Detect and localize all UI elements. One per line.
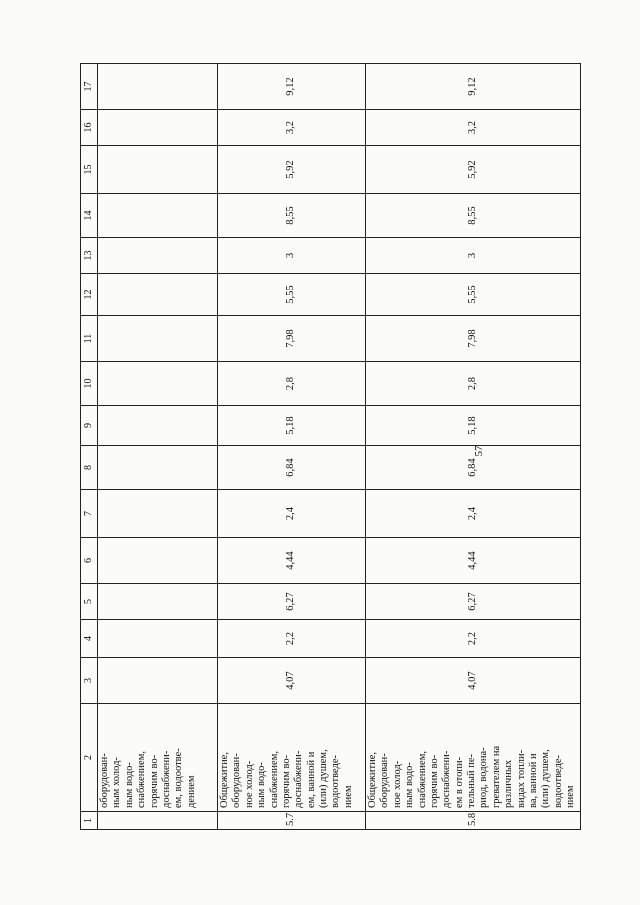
header-cell: 1 xyxy=(81,812,98,830)
value-cell xyxy=(98,584,218,620)
tariff-table xyxy=(80,63,581,830)
value-cell: 5,92 xyxy=(366,146,581,194)
description-line: ным водо- xyxy=(404,762,416,808)
description-line: ем в отопи- xyxy=(453,756,465,808)
description-line: ное холод- xyxy=(243,760,255,808)
description-line: нием xyxy=(565,785,576,808)
value-cell: 7,98 xyxy=(218,316,366,362)
value-cell: 6,84 xyxy=(366,446,581,490)
value-cell xyxy=(98,146,218,194)
description-line: оборудован- xyxy=(99,753,110,808)
description-line: доснабжени- xyxy=(441,750,453,808)
description-line: снабжением, xyxy=(136,751,148,808)
value-cell: 3,2 xyxy=(366,110,581,146)
value-cell: 7,98 xyxy=(366,316,581,362)
value-cell xyxy=(98,110,218,146)
value-cell: 8,55 xyxy=(218,194,366,238)
value-cell xyxy=(98,194,218,238)
header-row xyxy=(81,64,98,830)
description-line: оборудован- xyxy=(231,753,243,808)
header-cell: 13 xyxy=(81,238,98,274)
table-row xyxy=(366,64,581,830)
description-line: различных xyxy=(503,759,515,808)
header-cell: 6 xyxy=(81,538,98,584)
header-cell: 8 xyxy=(81,446,98,490)
description-line: доснабжени- xyxy=(160,750,172,808)
value-cell: 2,2 xyxy=(218,620,366,658)
value-cell xyxy=(98,538,218,584)
description-line: дением xyxy=(185,775,197,808)
value-cell: 6,27 xyxy=(366,584,581,620)
header-cell: 14 xyxy=(81,194,98,238)
description-line: ным водо- xyxy=(123,762,135,808)
description-cell xyxy=(98,704,218,812)
header-cell: 11 xyxy=(81,316,98,362)
description-line: горячим во- xyxy=(428,754,440,808)
value-cell: 4,07 xyxy=(366,658,581,704)
header-cell: 9 xyxy=(81,406,98,446)
description-line: ным холод- xyxy=(111,757,123,808)
description-line: ным водо- xyxy=(256,762,268,808)
value-cell xyxy=(98,316,218,362)
description-line: Общежитие, xyxy=(367,751,378,808)
header-cell: 4 xyxy=(81,620,98,658)
description-line: оборудован- xyxy=(379,753,391,808)
description-cell xyxy=(366,704,581,812)
value-cell xyxy=(98,238,218,274)
value-cell: 6,27 xyxy=(218,584,366,620)
description-cell xyxy=(218,704,366,812)
value-cell: 6,84 xyxy=(218,446,366,490)
value-cell: 9,12 xyxy=(218,64,366,110)
header-cell: 16 xyxy=(81,110,98,146)
description-line: видах топли- xyxy=(515,749,527,808)
header-cell: 12 xyxy=(81,274,98,316)
value-cell xyxy=(98,620,218,658)
rotated-table-wrapper xyxy=(80,78,580,830)
value-cell: 3,2 xyxy=(218,110,366,146)
value-cell: 5,55 xyxy=(366,274,581,316)
subpoint-cell: 5.7 xyxy=(218,812,366,830)
description-line: гревателем на xyxy=(490,745,502,808)
value-cell: 4,44 xyxy=(218,538,366,584)
description-line: ное холод- xyxy=(391,760,403,808)
value-cell xyxy=(98,490,218,538)
header-cell: 17 xyxy=(81,64,98,110)
value-cell xyxy=(98,658,218,704)
description-line: снабжением, xyxy=(416,751,428,808)
value-cell: 3 xyxy=(366,238,581,274)
value-cell: 2,4 xyxy=(218,490,366,538)
description-line: горячим во- xyxy=(280,754,292,808)
header-cell: 10 xyxy=(81,362,98,406)
description-line: (или) душем, xyxy=(318,749,329,808)
value-cell: 2,2 xyxy=(366,620,581,658)
value-cell: 9,12 xyxy=(366,64,581,110)
description-line: риод, водона- xyxy=(478,747,490,808)
description-line: водоотведе- xyxy=(552,754,564,808)
header-cell: 7 xyxy=(81,490,98,538)
description-line: Общежитие, xyxy=(219,751,230,808)
value-cell: 5,18 xyxy=(218,406,366,446)
value-cell: 4,44 xyxy=(366,538,581,584)
subpoint-cell: 5.8 xyxy=(366,812,581,830)
header-cell: 2 xyxy=(81,704,98,812)
value-cell: 5,18 xyxy=(366,406,581,446)
description-line: горячим во- xyxy=(148,754,160,808)
value-cell xyxy=(98,64,218,110)
description-line: (или) душем, xyxy=(540,749,552,808)
value-cell: 8,55 xyxy=(366,194,581,238)
header-cell: 3 xyxy=(81,658,98,704)
value-cell: 5,92 xyxy=(218,146,366,194)
table-row xyxy=(218,64,366,830)
description-line: ем, ванной и xyxy=(305,751,317,808)
value-cell: 4,07 xyxy=(218,658,366,704)
value-cell xyxy=(98,446,218,490)
subpoint-cell xyxy=(98,812,218,830)
description-line: доснабжени- xyxy=(293,750,305,808)
value-cell xyxy=(98,274,218,316)
description-line: снабжением, xyxy=(268,751,280,808)
description-line: ва, ванной и xyxy=(527,753,539,808)
table-row xyxy=(98,64,218,830)
value-cell: 3 xyxy=(218,238,366,274)
description-line: водоотведе- xyxy=(330,754,342,808)
description-line: тельный пе- xyxy=(466,754,477,808)
header-cell: 5 xyxy=(81,584,98,620)
description-line: нием xyxy=(342,785,354,808)
value-cell xyxy=(98,362,218,406)
value-cell: 2,8 xyxy=(218,362,366,406)
page-number: 57 xyxy=(473,445,485,457)
value-cell xyxy=(98,406,218,446)
value-cell: 2,8 xyxy=(366,362,581,406)
header-cell: 15 xyxy=(81,146,98,194)
description-line: ем, водоотве- xyxy=(173,748,185,808)
value-cell: 2,4 xyxy=(366,490,581,538)
value-cell: 5,55 xyxy=(218,274,366,316)
